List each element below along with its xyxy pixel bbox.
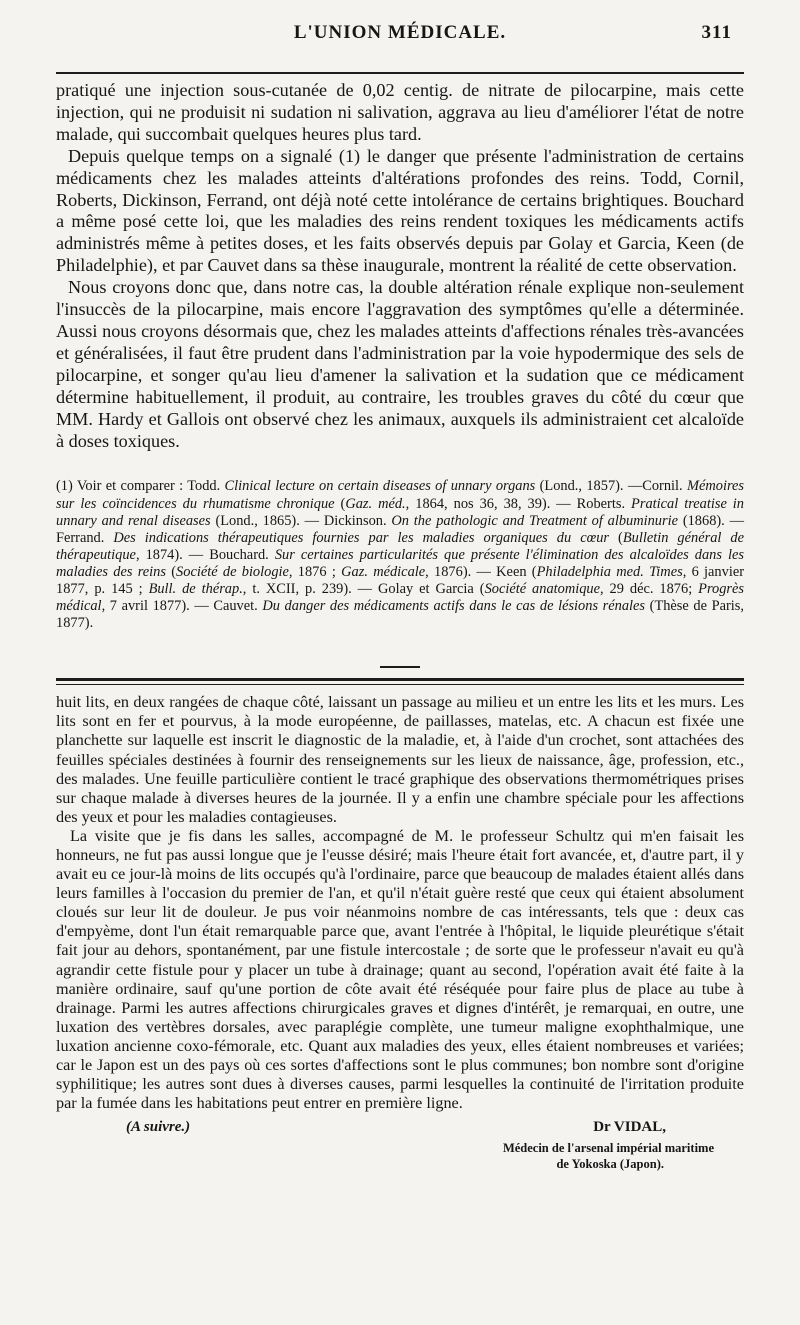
to-be-continued: (A suivre.) [126, 1119, 191, 1136]
author-affiliation-line2: de Yokoska (Japon). [556, 1157, 664, 1172]
signature-block [56, 1119, 744, 1175]
paragraph-hospital-beds: huit lits, en deux rangées de chaque côté, laissant un passage au milieu et un entre les lits et les murs. Les lits sont en fer et pourvus, à la mode européenne, de paillasses, matelas, etc. A chacun est fixée une planchette sur laquelle est inscrit le diagnostic de la maladie, et, à l'aide d'un crochet, sont attachées des feuilles spéciales destinées à fournir des renseignements sur les lieux de naissance, âge, profession, etc., des malades. Une feuille particulière contient le tracé graphique des observations thermométriques prises sur chaque malade à diverses heures de la journée. Il y a enfin une chambre spéciale pour les affections des yeux et pour les maladies contagieuses. [56, 693, 744, 826]
paragraph-visit: La visite que je fis dans les salles, accompagné de M. le professeur Schultz qui m'en faisait les honneurs, ne fut pas aussi longue que je l'eusse désiré; mais l'heure était fort avancée, et, d'autre part, il y avait eu ce jour-là moins de lits occupés qu'à l'ordinaire, parce que beaucoup de malades étaient allés dans leurs familles à l'occasion du premier de l'an, et qu'il n'était guère resté que ceux qui étaient absolument cloués sur leur lit de douleur. Je pus voir néanmoins nombre de cas intéressants, tels que : deux cas d'empyème, dont l'un était remarquable parce que, avant l'entrée à l'hôpital, le liquide pleurétique s'était fait jour au dehors, spontanément, par une fistule intercostale ; de sorte que le professeur n'avait eu qu'à agrandir cette fistule pour y placer un tube à drainage; quant au second, l'opération avait été faite à la manière ordinaire, sauf qu'une portion de côte avait été réséquée pour faire plus de place au tube à drainage. Parmi les autres affections chirurgicales graves et dignes d'intérêt, je remarquai, en outre, une luxation des vertèbres dorsales, avec paraplégie complète, une tumeur maligne exophthalmique, une luxation ancienne coxo-fémorale, etc. Quant aux maladies des yeux, elles étaient nombreuses et variées; car le Japon est un des pays où ces sortes d'affections sont le plus communes; bon nombre sont d'origine syphilitique; les autres sont dues à diverses causes, parmi lesquelles la continuité de l'irritation produite par la fumée dans les habitations peut entrer en première ligne. [56, 826, 744, 1113]
author-name: Dr VIDAL, [593, 1119, 666, 1136]
page-number: 311 [701, 22, 732, 43]
paragraph-injection: pratiqué une injection sous-cutanée de 0,02 centig. de nitrate de pilocarpine, mais cette injection, qui ne produisit ni sudation ni salivation, aggrava au lieu d'améliorer l'état de notre malade, qui succombait quelques heures plus tard. [56, 80, 744, 144]
footnote: (1) Voir et comparer : Todd. Clinical lecture on certain diseases of unnary organs (Lond., 1857). —Cornil. Mémoires sur les coïncidences du rhumatisme chronique (Gaz. méd., 1864, nos 36, 38, 39). — Roberts. Pratical treatise in unnary and renal diseases (Lond., 1865). — Dickinson. On the pathologic and Treatment of albuminurie (1868). — Ferrand. Des indications thérapeutiques fournies par les maladies organiques du cœur (Bulletin général de thérapeutique, 1874). — Bouchard. Sur certaines particularités que présente l'élimination des alcaloïdes dans les maladies des reins (Société de biologie, 1876 ; Gaz. médicale, 1876). — Keen (Philadelphia med. Times, 6 janvier 1877, p. 145 ; Bull. de thérap., t. XCII, p. 239). — Golay et Garcia (Société anatomique, 29 déc. 1876; Progrès médical, 7 avril 1877). — Cauvet. Du danger des médicaments actifs dans le cas de lésions rénales (Thèse de Paris, 1877). [56, 478, 745, 632]
paragraph-danger: Depuis quelque temps on a signalé (1) le danger que présente l'administration de certains médicaments chez les malades atteints d'altérations profondes des reins. Todd, Cornil, Roberts, Dickinson, Ferrand, ont déjà noté cette intolérance de certains brightiques. Bouchard a même posé cette loi, que les maladies des reins rendent toxiques les médicaments actifs administrés même à petites doses, et les faits observés depuis par Golay et Garcia, Keen (de Philadelphie), et par Cauvet dans sa thèse inaugurale, montrent la réalité de cette observation. [56, 145, 744, 276]
article-upper-section [56, 80, 744, 452]
journal-title: L'UNION MÉDICALE. [293, 22, 507, 43]
running-header [56, 18, 744, 48]
author-affiliation-line1: Médecin de l'arsenal impérial maritime [502, 1141, 714, 1156]
feuilleton-section [56, 693, 744, 1113]
feuilleton-rule [56, 678, 744, 685]
section-separator [380, 666, 420, 668]
header-rule [56, 72, 744, 74]
paragraph-conclusion: Nous croyons donc que, dans notre cas, la double altération rénale explique non-seulement l'insuccès de la pilocarpine, mais encore l'aggravation des symptômes qu'elle a déterminée. Aussi nous croyons désormais que, chez les malades atteints d'affections rénales très-avancées et généralisées, il faut être prudent dans l'administration par la voie hypodermique des sels de pilocarpine, et songer qu'au lieu d'amener la salivation et la sudation que ce médicament détermine habituellement, il produit, au contraire, les troubles graves du côté du cœur que MM. Hardy et Gallois ont observé chez les animaux, auxquels ils administraient cet alcaloïde à doses toxiques. [56, 277, 744, 451]
